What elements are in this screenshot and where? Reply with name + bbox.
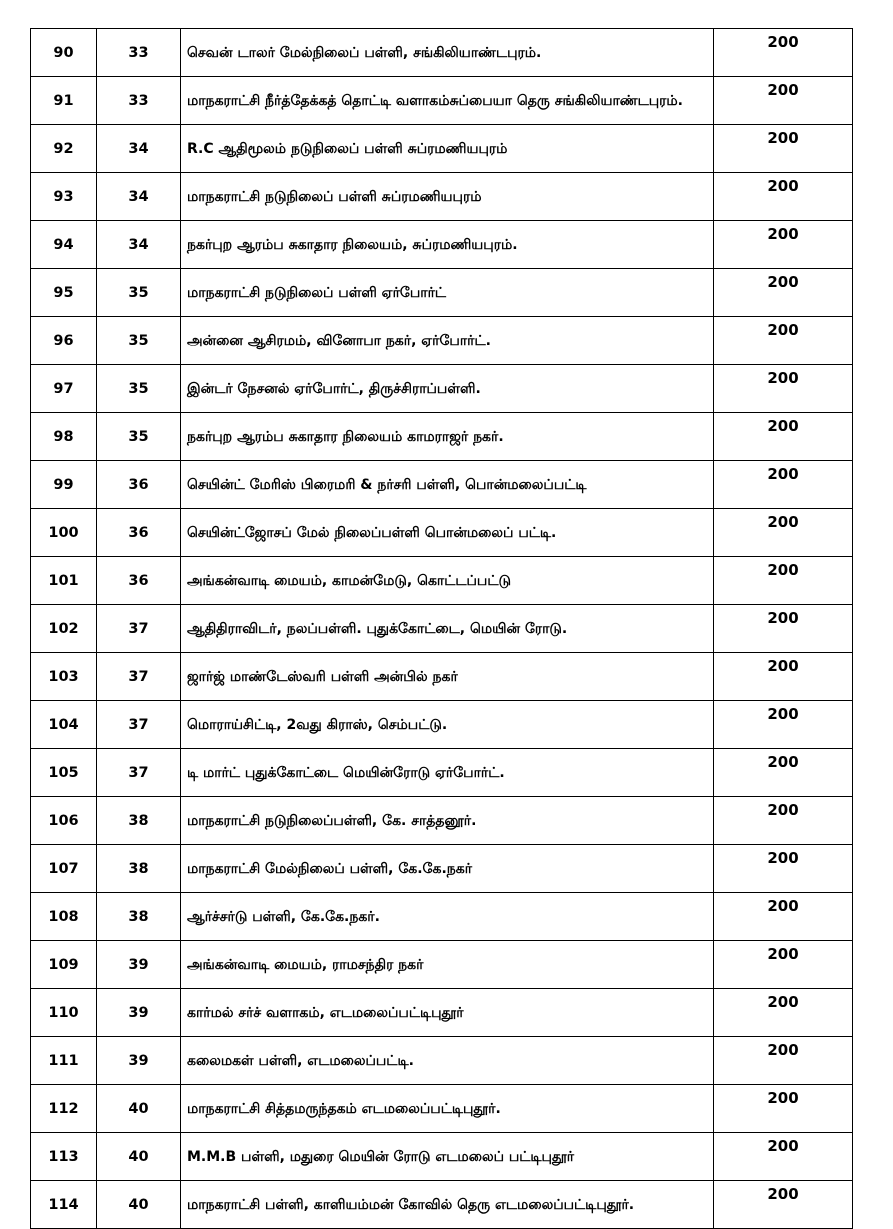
ward-number-cell: 34 (97, 125, 181, 173)
count-cell: 200 (714, 941, 853, 989)
ward-number-cell: 40 (97, 1181, 181, 1229)
ward-number-cell: 35 (97, 365, 181, 413)
ward-number-cell: 38 (97, 845, 181, 893)
data-table (30, 28, 853, 1229)
table-row (31, 845, 853, 893)
location-cell: மொராய்சிட்டி, 2வது கிராஸ், செம்பட்டு. (181, 701, 714, 749)
count-cell: 200 (714, 797, 853, 845)
location-cell: அன்னை ஆசிரமம், வினோபா நகர், ஏர்போர்ட். (181, 317, 714, 365)
serial-number-cell: 103 (31, 653, 97, 701)
serial-number-cell: 110 (31, 989, 97, 1037)
location-cell: மாநகராட்சி பள்ளி, காளியம்மன் கோவில் தெரு எடமலைப்பட்டிபுதூர். (181, 1181, 714, 1229)
location-cell: மாநகராட்சி நடுநிலைப் பள்ளி சுப்ரமணியபுரம் (181, 173, 714, 221)
count-cell: 200 (714, 893, 853, 941)
serial-number-cell: 114 (31, 1181, 97, 1229)
count-cell: 200 (714, 845, 853, 893)
table-row (31, 173, 853, 221)
count-cell: 200 (714, 1037, 853, 1085)
location-cell: ஜார்ஜ் மாண்டேஸ்வரி பள்ளி அன்பில் நகர் (181, 653, 714, 701)
serial-number-cell: 107 (31, 845, 97, 893)
count-cell: 200 (714, 1133, 853, 1181)
serial-number-cell: 105 (31, 749, 97, 797)
serial-number-cell: 100 (31, 509, 97, 557)
location-cell: மாநகராட்சி சித்தமருந்தகம் எடமலைப்பட்டிபுதூர். (181, 1085, 714, 1133)
serial-number-cell: 109 (31, 941, 97, 989)
location-cell: கலைமகள் பள்ளி, எடமலைப்பட்டி. (181, 1037, 714, 1085)
table-row (31, 221, 853, 269)
count-cell: 200 (714, 317, 853, 365)
count-cell: 200 (714, 653, 853, 701)
location-cell: செயின்ட் மேரிஸ் பிரைமரி & நர்சரி பள்ளி, பொன்மலைப்பட்டி (181, 461, 714, 509)
ward-number-cell: 38 (97, 893, 181, 941)
ward-number-cell: 37 (97, 653, 181, 701)
location-cell: நகர்புற ஆரம்ப சுகாதார நிலையம், சுப்ரமணியபுரம். (181, 221, 714, 269)
count-cell: 200 (714, 269, 853, 317)
count-cell: 200 (714, 77, 853, 125)
location-cell: நகர்புற ஆரம்ப சுகாதார நிலையம் காமராஜர் நகர். (181, 413, 714, 461)
ward-number-cell: 36 (97, 557, 181, 605)
serial-number-cell: 98 (31, 413, 97, 461)
table-row (31, 1037, 853, 1085)
count-cell: 200 (714, 365, 853, 413)
location-cell: இன்டர் நேசனல் ஏர்போர்ட், திருச்சிராப்பள்ளி. (181, 365, 714, 413)
location-cell: மாநகராட்சி மேல்நிலைப் பள்ளி, கே.கே.நகர் (181, 845, 714, 893)
table-row (31, 1181, 853, 1229)
table-row (31, 269, 853, 317)
serial-number-cell: 104 (31, 701, 97, 749)
ward-number-cell: 34 (97, 173, 181, 221)
location-cell: மாநகராட்சி நடுநிலைப் பள்ளி ஏர்போர்ட் (181, 269, 714, 317)
count-cell: 200 (714, 557, 853, 605)
count-cell: 200 (714, 125, 853, 173)
table-row (31, 893, 853, 941)
serial-number-cell: 111 (31, 1037, 97, 1085)
table-row (31, 125, 853, 173)
count-cell: 200 (714, 701, 853, 749)
serial-number-cell: 112 (31, 1085, 97, 1133)
table-row (31, 989, 853, 1037)
table-row (31, 605, 853, 653)
count-cell: 200 (714, 509, 853, 557)
count-cell: 200 (714, 749, 853, 797)
serial-number-cell: 99 (31, 461, 97, 509)
table-row (31, 749, 853, 797)
ward-number-cell: 39 (97, 989, 181, 1037)
location-cell: M.M.B பள்ளி, மதுரை மெயின் ரோடு எடமலைப் பட்டிபுதூர் (181, 1133, 714, 1181)
table-row (31, 797, 853, 845)
table-row (31, 509, 853, 557)
serial-number-cell: 94 (31, 221, 97, 269)
serial-number-cell: 91 (31, 77, 97, 125)
ward-number-cell: 33 (97, 29, 181, 77)
count-cell: 200 (714, 989, 853, 1037)
serial-number-cell: 97 (31, 365, 97, 413)
serial-number-cell: 96 (31, 317, 97, 365)
ward-number-cell: 35 (97, 269, 181, 317)
ward-number-cell: 35 (97, 317, 181, 365)
ward-number-cell: 37 (97, 605, 181, 653)
location-cell: செயின்ட்ஜோசப் மேல் நிலைப்பள்ளி பொன்மலைப் பட்டி. (181, 509, 714, 557)
table-row (31, 461, 853, 509)
ward-number-cell: 35 (97, 413, 181, 461)
table-row (31, 557, 853, 605)
ward-number-cell: 33 (97, 77, 181, 125)
serial-number-cell: 93 (31, 173, 97, 221)
ward-number-cell: 36 (97, 461, 181, 509)
table-row (31, 317, 853, 365)
ward-number-cell: 39 (97, 1037, 181, 1085)
table-row (31, 365, 853, 413)
location-cell: அங்கன்வாடி மையம், ராமசந்திர நகர் (181, 941, 714, 989)
table-row (31, 77, 853, 125)
table-row (31, 941, 853, 989)
ward-number-cell: 37 (97, 701, 181, 749)
location-cell: R.C ஆதிமூலம் நடுநிலைப் பள்ளி சுப்ரமணியபுரம் (181, 125, 714, 173)
count-cell: 200 (714, 605, 853, 653)
serial-number-cell: 106 (31, 797, 97, 845)
table-row (31, 1085, 853, 1133)
ward-number-cell: 39 (97, 941, 181, 989)
count-cell: 200 (714, 29, 853, 77)
location-cell: அங்கன்வாடி மையம், காமன்மேடு, கொட்டப்பட்டு (181, 557, 714, 605)
table-row (31, 701, 853, 749)
ward-number-cell: 40 (97, 1133, 181, 1181)
table-row (31, 653, 853, 701)
table-row (31, 29, 853, 77)
ward-number-cell: 38 (97, 797, 181, 845)
ward-number-cell: 36 (97, 509, 181, 557)
count-cell: 200 (714, 461, 853, 509)
serial-number-cell: 113 (31, 1133, 97, 1181)
location-cell: ஆர்ச்சர்டு பள்ளி, கே.கே.நகர். (181, 893, 714, 941)
location-cell: டி மார்ட் புதுக்கோட்டை மெயின்ரோடு ஏர்போர்ட். (181, 749, 714, 797)
serial-number-cell: 92 (31, 125, 97, 173)
count-cell: 200 (714, 221, 853, 269)
count-cell: 200 (714, 1085, 853, 1133)
table-row (31, 1133, 853, 1181)
serial-number-cell: 95 (31, 269, 97, 317)
location-cell: மாநகராட்சி நடுநிலைப்பள்ளி, கே. சாத்தனூர். (181, 797, 714, 845)
serial-number-cell: 101 (31, 557, 97, 605)
ward-number-cell: 40 (97, 1085, 181, 1133)
location-cell: மாநகராட்சி நீர்த்தேக்கத் தொட்டி வளாகம்சுப்பையா தெரு சங்கிலியாண்டபுரம். (181, 77, 714, 125)
serial-number-cell: 90 (31, 29, 97, 77)
location-cell: கார்மல் சர்ச் வளாகம், எடமலைப்பட்டிபுதூர் (181, 989, 714, 1037)
ward-number-cell: 37 (97, 749, 181, 797)
table-row (31, 413, 853, 461)
serial-number-cell: 108 (31, 893, 97, 941)
ward-number-cell: 34 (97, 221, 181, 269)
location-cell: செவன் டாலர் மேல்நிலைப் பள்ளி, சங்கிலியாண்டபுரம். (181, 29, 714, 77)
count-cell: 200 (714, 1181, 853, 1229)
location-cell: ஆதிதிராவிடர், நலப்பள்ளி. புதுக்கோட்டை, மெயின் ரோடு. (181, 605, 714, 653)
table-body (31, 29, 853, 1229)
count-cell: 200 (714, 413, 853, 461)
count-cell: 200 (714, 173, 853, 221)
serial-number-cell: 102 (31, 605, 97, 653)
